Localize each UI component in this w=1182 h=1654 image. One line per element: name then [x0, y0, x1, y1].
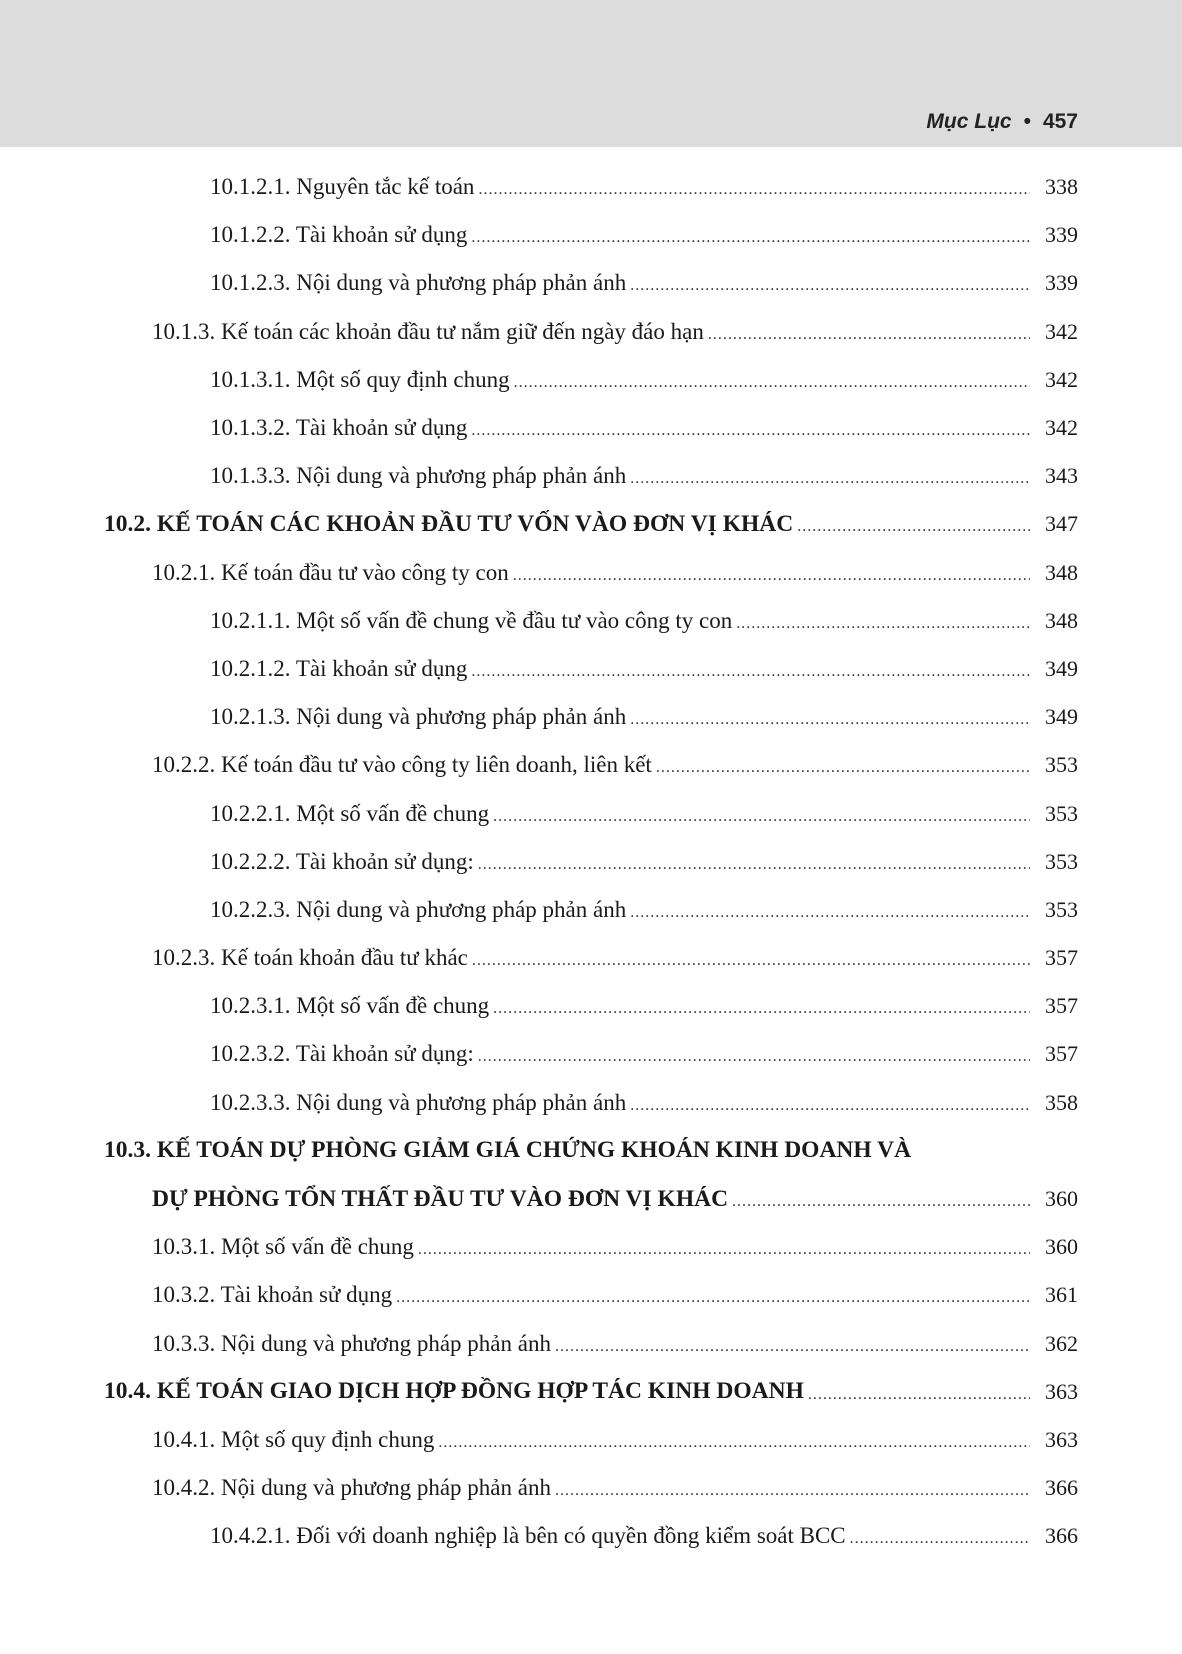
toc-entry[interactable] [210, 1079, 1182, 1127]
toc-entry-title: 10.1.2.2. Tài khoản sử dụng [210, 222, 468, 248]
toc-entry[interactable] [152, 308, 1182, 356]
toc-entry-title: 10.1.3.1. Một số quy định chung [210, 366, 510, 392]
toc-entry-title: 10.4.1. Một số quy định chung [152, 1426, 435, 1452]
toc-dot-leader [656, 759, 1030, 777]
toc-dot-leader [493, 1000, 1030, 1018]
toc-entry-title: 10.2.1.1. Một số vấn đề chung về đầu tư vào công ty con [210, 607, 733, 633]
toc-entry-title: 10.4. KẾ TOÁN GIAO DỊCH HỢP ĐỒNG HỢP TÁC KINH DOANH [104, 1378, 804, 1405]
toc-dot-leader [555, 1482, 1030, 1500]
toc-entry-title: DỰ PHÒNG TỔN THẤT ĐẦU TƯ VÀO ĐƠN VỊ KHÁC [152, 1185, 729, 1212]
toc-entry-page: 361 [1045, 1282, 1078, 1308]
toc-entry-title: 10.2.3.3. Nội dung và phương pháp phản ánh [210, 1089, 627, 1115]
toc-entry-page: 357 [1045, 945, 1078, 971]
toc-dot-leader [808, 1386, 1030, 1404]
toc-dot-leader [471, 229, 1030, 247]
toc-entry[interactable] [152, 549, 1182, 597]
toc-entry[interactable] [152, 1464, 1182, 1512]
toc-entry[interactable] [104, 500, 1182, 548]
toc-dot-leader [630, 711, 1030, 729]
toc-dot-leader [630, 1097, 1030, 1115]
toc-entry-title: 10.1.2.1. Nguyên tắc kế toán [210, 174, 475, 200]
toc-entry-title: 10.2.3.2. Tài khoản sử dụng: [210, 1041, 474, 1067]
toc-dot-leader [493, 808, 1030, 826]
toc-entry-title: 10.2.2.1. Một số vấn đề chung [210, 800, 490, 826]
toc-entry[interactable] [210, 645, 1182, 693]
toc-entry-title: 10.3. KẾ TOÁN DỰ PHÒNG GIẢM GIÁ CHỨNG KHOÁN KINH DOANH VÀ [104, 1137, 912, 1164]
toc-entry[interactable] [210, 597, 1182, 645]
toc-dot-leader [630, 470, 1030, 488]
running-head-page-number: 457 [1042, 110, 1078, 133]
toc-entry-title: 10.2.3. Kế toán khoản đầu tư khác [152, 945, 468, 971]
toc-entry-page: 342 [1045, 318, 1078, 344]
toc-dot-leader [478, 1048, 1030, 1066]
toc-entry-page: 360 [1045, 1186, 1078, 1212]
toc-entry-page: 363 [1045, 1378, 1078, 1404]
toc-entry-page: 357 [1045, 1041, 1078, 1067]
toc-dot-leader [630, 904, 1030, 922]
toc-entry[interactable] [210, 1030, 1182, 1078]
toc-entry-title: 10.4.2.1. Đối với doanh nghiệp là bên có quyền đồng kiểm soát BCC [210, 1523, 846, 1549]
toc-dot-leader [478, 181, 1030, 199]
toc-dot-leader [514, 374, 1030, 392]
toc-entry-page: 349 [1045, 704, 1078, 730]
running-head [926, 110, 1078, 134]
toc-entry-page: 348 [1045, 559, 1078, 585]
toc-dot-leader [850, 1530, 1030, 1548]
toc-entry[interactable] [104, 1368, 1182, 1416]
toc-entry-title: 10.2.3.1. Một số vấn đề chung [210, 993, 490, 1019]
toc-entry-page: 343 [1045, 463, 1078, 489]
toc-entry[interactable] [152, 1271, 1182, 1319]
toc-entry-page: 366 [1045, 1475, 1078, 1501]
toc-entry-page: 363 [1045, 1426, 1078, 1452]
toc-entry-title: 10.2.2.2. Tài khoản sử dụng: [210, 848, 474, 874]
toc-entry[interactable] [152, 741, 1182, 789]
toc-entry-title: 10.2.1. Kế toán đầu tư vào công ty con [152, 559, 509, 585]
toc-entry-page: 362 [1045, 1330, 1078, 1356]
running-head-section: Mục Lục [926, 110, 1012, 133]
toc-entry-title: 10.2.2.3. Nội dung và phương pháp phản ánh [210, 896, 627, 922]
toc-entry-title: 10.2.1.3. Nội dung và phương pháp phản ánh [210, 704, 627, 730]
toc-entry-title: 10.4.2. Nội dung và phương pháp phản ánh [152, 1475, 551, 1501]
toc-entry[interactable] [152, 1223, 1182, 1271]
toc-entry-page: 342 [1045, 366, 1078, 392]
running-head-bullet: • [1023, 110, 1031, 133]
toc-entry[interactable] [210, 1512, 1182, 1560]
toc-entry-page: 353 [1045, 848, 1078, 874]
toc-dot-leader [438, 1434, 1030, 1452]
toc-dot-leader [478, 856, 1030, 874]
toc-entry-title: 10.3.3. Nội dung và phương pháp phản ánh [152, 1330, 551, 1356]
toc-entry[interactable] [152, 934, 1182, 982]
toc-dot-leader [418, 1241, 1030, 1259]
toc-dot-leader [396, 1289, 1030, 1307]
toc-entry-page: 353 [1045, 896, 1078, 922]
toc-entry[interactable] [152, 1175, 1182, 1223]
toc-entry[interactable] [152, 1320, 1182, 1368]
toc-entry[interactable] [210, 838, 1182, 886]
toc-entry[interactable] [210, 163, 1182, 211]
toc-entry-page: 339 [1045, 270, 1078, 296]
toc-entry-page: 360 [1045, 1234, 1078, 1260]
toc-entry-page: 349 [1045, 655, 1078, 681]
toc-entry-page: 338 [1045, 174, 1078, 200]
toc-dot-leader [732, 1193, 1030, 1211]
toc-dot-leader [708, 326, 1030, 344]
toc-entry[interactable] [210, 404, 1182, 452]
toc-entry-title: 10.3.1. Một số vấn đề chung [152, 1234, 414, 1260]
toc-entry-title: 10.3.2. Tài khoản sử dụng [152, 1282, 393, 1308]
toc-entry-page: 353 [1045, 752, 1078, 778]
toc-entry[interactable] [152, 1416, 1182, 1464]
toc-entry-page: 348 [1045, 607, 1078, 633]
toc-dot-leader [797, 518, 1030, 536]
toc-entry-title: 10.2.1.2. Tài khoản sử dụng [210, 655, 468, 681]
toc-entry-title: 10.1.3.2. Tài khoản sử dụng [210, 415, 468, 441]
toc-dot-leader [555, 1338, 1030, 1356]
toc-entry-page: 353 [1045, 800, 1078, 826]
toc-entry[interactable] [210, 693, 1182, 741]
toc-entry[interactable] [210, 886, 1182, 934]
toc-dot-leader [736, 615, 1030, 633]
toc-entry-page: 366 [1045, 1523, 1078, 1549]
toc-entry[interactable] [104, 1127, 1182, 1175]
toc-entry-title: 10.1.2.3. Nội dung và phương pháp phản ánh [210, 270, 627, 296]
toc-entry[interactable] [210, 211, 1182, 259]
toc-dot-leader [471, 422, 1030, 440]
toc-entry[interactable] [210, 259, 1182, 307]
toc-entry-page: 342 [1045, 415, 1078, 441]
toc-dot-leader [630, 277, 1030, 295]
toc-entry[interactable] [210, 982, 1182, 1030]
toc-entry-title: 10.1.3. Kế toán các khoản đầu tư nắm giữ đến ngày đáo hạn [152, 318, 704, 344]
toc-entry-page: 339 [1045, 222, 1078, 248]
toc-dot-leader [513, 567, 1030, 585]
toc-entry-title: 10.2. KẾ TOÁN CÁC KHOẢN ĐẦU TƯ VỐN VÀO ĐƠN VỊ KHÁC [104, 510, 794, 537]
toc-entry[interactable] [210, 356, 1182, 404]
toc-dot-leader [472, 952, 1030, 970]
toc-entry-title: 10.2.2. Kế toán đầu tư vào công ty liên doanh, liên kết [152, 752, 652, 778]
toc-entry-title: 10.1.3.3. Nội dung và phương pháp phản ánh [210, 463, 627, 489]
toc-dot-leader [471, 663, 1030, 681]
toc-entry[interactable] [210, 789, 1182, 837]
toc-entry-page: 357 [1045, 993, 1078, 1019]
table-of-contents [0, 163, 1182, 1560]
toc-entry-page: 358 [1045, 1089, 1078, 1115]
toc-entry-page: 347 [1045, 511, 1078, 537]
toc-entry[interactable] [210, 452, 1182, 500]
